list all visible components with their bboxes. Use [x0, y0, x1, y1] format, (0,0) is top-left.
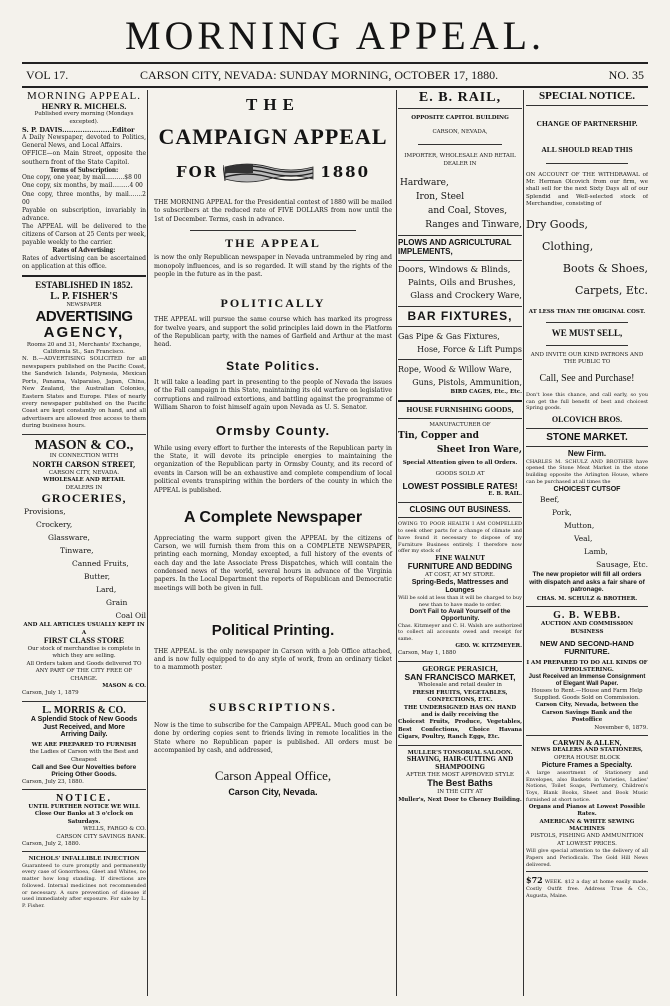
established-heading: ESTABLISHED IN 1852.: [35, 280, 133, 291]
meat-item: Beef,: [540, 495, 560, 505]
meat-item: Mutton,: [564, 521, 595, 531]
fine-walnut: FINE WALNUT: [435, 555, 485, 563]
rail-signature: E. B. RAIL.: [488, 491, 522, 498]
special-attention: Special Attention given to all Orders.: [402, 459, 518, 466]
kitzmeyer-date: Carson, May 1, 1880: [398, 650, 457, 657]
houses-line: Houses to Rent.—House and Farm Help Supplied. Goods Sold on Commission.: [531, 687, 643, 702]
mason-heading: MASON & CO.,: [34, 437, 134, 453]
dateline-text: CARSON CITY, NEVADA: SUNDAY MORNING, OCTOBER 17, 1880.: [140, 68, 499, 82]
dateline-bar: [22, 62, 648, 88]
goods-item: Canned Fruits,: [72, 559, 129, 569]
for-label: FOR: [175, 162, 219, 181]
corwin-heading: CARWIN & ALLEN,: [552, 738, 622, 748]
mason-subline: NORTH CARSON STREET,: [32, 460, 136, 470]
goods-item: Grain: [106, 598, 128, 608]
call-see-purchase: Call, See and Purchase!: [539, 372, 635, 384]
political-printing-heading: Political Printing.: [211, 622, 335, 640]
webb-date: November 6, 1879.: [594, 724, 648, 731]
hardware-item: Ranges and Tinware,: [425, 220, 522, 231]
perasich-heading: GEORGE PERASICH,: [422, 663, 498, 673]
news-dealers: NEWS DEALERS AND STATIONERS,: [531, 747, 643, 754]
plows-heading: PLOWS AND AGRICULTURAL IMPLEMENTS,: [398, 238, 512, 256]
sheet-line: Sheet Iron Ware,: [436, 444, 522, 455]
will-sell-note: Will be sold at less than it will be charged to buy new than to have made to order.: [398, 594, 522, 608]
closing-heading: CLOSING OUT BUSINESS.: [409, 504, 511, 514]
first-class-heading: FIRST CLASS STORE: [43, 636, 125, 646]
state-politics-paragraph: It will take a leading part in presenting to the people of Nevada the issues of the Fall campaign in this State, maintaining its old warfare on legislative corruptions and railroad extortions, and battling against the programme of William Sharon to foist himself again upon Nevada as U. S. Senator.: [154, 379, 392, 412]
the-heading: THE: [246, 95, 300, 114]
opposite-line: OPPOSITE CAPITOL BUILDING: [411, 115, 509, 122]
agency-note: N. B.—ADVERTISING SOLICITED for all newspapers published on the Pacific Coast, the Sandwich Islands, Polynesia, Mexican Ports, Panama, Valparaiso, Japan, China, New Zealand, the Australian Colonies, Eastern States and Europe. Files of nearly every newspaper published on the Pacific Coast are kept constantly on hand, and all advertisers are allowed free access to them during business hours.: [22, 356, 146, 430]
lowest-rates: LOWEST POSSIBLE RATES!: [402, 480, 518, 491]
meat-item: Pork,: [552, 508, 572, 518]
house-furnishing: HOUSE FURNISHING GOODS,: [406, 405, 514, 415]
morris-line: Just Received, and More: [42, 723, 126, 731]
call-line: Call and See Our Novelties before: [31, 764, 137, 772]
sf-market-heading: SAN FRANCISCO MARKET,: [404, 671, 516, 682]
morris-line: Arriving Daily.: [60, 731, 108, 739]
ormsby-paragraph: While using every effort to further the interests of the Republican party in the State, it will devote its principle energies to maintaining the organization of the Republican party in Ormsby County, and its record of events in Carson will be an exhaustive and complete compendium of local political events transpiring within the borders of the county in which the APPEAL is published.: [154, 444, 392, 494]
prepared-note: the Ladies of Carson with the Best and Cheapest: [29, 749, 139, 763]
daily-note: A Daily Newspaper, devoted to Politics, General News, and Local Affairs.: [22, 134, 146, 150]
morris-line: A Splendid Stock of New Goods: [30, 715, 138, 723]
all-should-read: ALL SHOULD READ THIS: [541, 145, 633, 155]
hardware-item: Iron, Steel: [416, 192, 465, 203]
carson-city: Carson City, Nevada.: [228, 786, 318, 797]
morris-date: Carson, July 23, 1880.: [22, 778, 84, 785]
new-firm: New Firm.: [567, 448, 607, 458]
carson-street-line: Carson City, Nevada, between the Carson Savings Bank and the Postoffice: [535, 702, 639, 724]
dont-miss-note: Don't lose this chance, and call early, so you can get the full benefit of best and choicest Spring goods.: [526, 391, 648, 412]
meat-item: Sausage, Etc.: [596, 560, 648, 570]
produce-line: FRESH FRUITS, VEGETABLES, CONFECTIONS, ETC.: [412, 689, 508, 704]
mason-subline: CARSON CITY, NEVADA.: [48, 469, 120, 476]
injection-note: Guaranteed to cure promptly and permanently every case of Gonorrhoea, Gleet and Whites, no matter how long standing. If directions are followed. Internal medicines not recommended or necessary. A sure prevention of disease if used immediately after exposure. For sale by L. P. Fisher.: [22, 862, 146, 910]
dry-goods: Dry Goods,: [526, 217, 589, 231]
saloon-heading: MULLER'S TONSORIAL SALOON.: [407, 748, 513, 756]
kitzmeyer-signature: GEO. W. KITZMEYER.: [455, 642, 522, 649]
column-4: [526, 90, 648, 996]
issue-number: NO. 35: [608, 68, 644, 82]
campaign-heading: CAMPAIGN APPEAL: [158, 123, 388, 149]
hardware-item: Hardware,: [400, 178, 449, 189]
column-rule: [523, 90, 524, 996]
dont-fail: Don't Fail to Avail Yourself of the Opportunity.: [409, 608, 511, 623]
rates-heading: Rates of Advertising:: [52, 246, 116, 255]
organs-line: Organs and Pianos at Lowest Possible Rates.: [528, 803, 646, 818]
complete-newspaper-paragraph: Appreciating the warm support given the APPEAL by the citizens of Carson, we will furnish them from this on a COMPLETE NEWSPAPER, printing each morning, Monday excepted, a full history of the events of each day and the late Associate Press Dispatches, which will contain the condensed news of the world, several hours in advance of the Virginia papers. In the Local Department the reports of Republican and Democratic meetings will both be given in full.: [154, 534, 392, 592]
for-1880-line: [150, 161, 396, 189]
pricing-line: Pricing Other Goods.: [51, 771, 117, 779]
mason-signature: MASON & CO.: [102, 683, 146, 690]
notice-line: Close Our Banks at 3 o'clock on: [34, 811, 134, 818]
first-class-note: Our stock of merchandise is complete in which they are selling.: [27, 645, 141, 660]
mason-subline: IN CONNECTION WITH: [49, 453, 119, 459]
appeal-paragraph: is now the only Republican newspaper in Nevada untrammeled by ring and monopoly influences, and is so regarded. It will stand by the rights of the people in the future as in the past.: [154, 254, 392, 278]
proprietor-note: The new propietor will fill all orders with dispatch and asks a fair share of patronage.: [529, 571, 645, 593]
injection-heading: NICHOLS' INFALLIBLE INJECTION: [28, 855, 140, 863]
notice-line: UNTIL FURTHER NOTICE WE WILL: [28, 803, 140, 810]
terms-line: One copy, six months, by mail.........4 00: [22, 182, 143, 190]
reward-ad: [526, 875, 648, 899]
owing-note: OWING TO POOR HEALTH I AM COMPELLED to seek other parts for a change of climate and have found it necessary to dispose of my Furniture Business entirely. I therefore now offer my stock of: [398, 521, 522, 555]
doors-item: Paints, Oils and Brushes,: [408, 277, 516, 288]
subscriptions-paragraph: Now is the time to subscribe for the Campaign APPEAL. Much good can be done by ordering copies sent to friends living in remote localities in the State where no Republican paper is published. All orders must be accompanied by cash, and addressed,: [154, 721, 392, 754]
column-3: [398, 90, 522, 996]
upholstering-line: I AM PREPARED TO DO ALL KINDS OF UPHOLSTERING.: [526, 659, 648, 673]
column-title: MORNING APPEAL.: [26, 90, 141, 102]
stock-note: A large assortment of Stationery and Envelopes, also Baskets in Varieties, Ladies' Notions, Toilet Soaps, Perfumery, Children's Toys, Blank Books, Sheet and Book Music furnished at short notice.: [526, 769, 648, 803]
column-1: [22, 90, 146, 996]
appeal-heading: THE APPEAL: [225, 235, 321, 250]
boots-shoes: Boots & Shoes,: [562, 261, 648, 275]
newspaper-label: NEWSPAPER: [66, 301, 102, 308]
shaving-line: SHAVING, HAIR-CUTTING AND SHAMPOOING: [406, 755, 514, 771]
column-2: [150, 90, 396, 996]
state-politics-heading: State Politics.: [226, 358, 320, 373]
rope-item: Rope, Wood & Willow Ware,: [398, 364, 512, 374]
reward-amount: $72: [526, 875, 543, 886]
terms-line: One copy, three months, by mail.......2 00: [22, 190, 146, 206]
goods-item: Lard,: [96, 585, 117, 595]
less-than-cost: AT LESS THAN THE ORIGINAL COST.: [528, 308, 646, 315]
orders-note: All Orders taken and Goods delivered TO ANY PART OF THE CITY FREE OF CHARGE.: [26, 660, 142, 682]
year-label: 1880: [320, 162, 371, 181]
prepared-line: WE ARE PREPARED TO FURNISH: [31, 741, 137, 748]
campaign-intro: THE MORNING APPEAL for the Presidential contest of 1880 will be mailed to subscribers at the reduced rate of FIVE DOLLARS from now until the 1st of December. Terms, cash in advance.: [154, 198, 392, 223]
gold-hill-note: Will give special attention to the delivery of all Papers and Periodicals. The Gold Hill News delivered.: [526, 848, 648, 868]
editor-line: S. P. DAVIS......................Editor: [22, 126, 135, 135]
clothing: Clothing,: [542, 239, 594, 253]
ormsby-heading: Ormsby County.: [215, 423, 331, 439]
wells-fargo: WELLS, FARGO & CO.: [83, 826, 146, 833]
advertising-heading: ADVERTISING: [35, 307, 133, 325]
wholesale-line: Wholesale and retail dealer in: [418, 682, 502, 689]
goods-item: Tinware,: [60, 546, 94, 556]
carpets: Carpets, Etc.: [575, 283, 648, 297]
carson-line: CARSON, NEVADA,: [432, 128, 488, 135]
choicest-line: Choicest Fruits, Produce, Vegetables, Best Confections, Choice Havana Cigars, Poultry, Ranch Eggs, Etc.: [398, 719, 522, 741]
goods-item: Provisions,: [24, 507, 66, 517]
hardware-item: and Coal, Stoves,: [428, 206, 508, 217]
agency-address: Rooms 20 and 31, Merchants' Exchange, California St., San Francisco.: [26, 341, 142, 355]
invite-line: AND INVITE OUR KIND PATRONS AND THE PUBLIC TO: [530, 352, 644, 366]
undersigned-line: THE UNDERSIGNED HAS ON HAND and is daily receiving the: [403, 704, 517, 718]
terms-line: One copy, one year, by mail..........$8 00: [22, 174, 142, 182]
tin-line: Tin, Copper and: [398, 430, 479, 441]
notice-line: Saturdays.: [67, 818, 101, 825]
best-baths: The Best Baths: [427, 778, 493, 789]
publisher-note: Published every morning (Mondays excepted).: [34, 111, 134, 125]
groceries-heading: GROCERIES,: [41, 491, 127, 506]
olcovich-signature: OLCOVICH BROS.: [551, 415, 623, 425]
politically-paragraph: THE APPEAL will pursue the same course which has marked its progress for twelve years, and support the solid principles laid down in the Platform of the Republican party, with the names of Garfield and Arthur at the mast head.: [154, 316, 392, 349]
doors-item: Doors, Windows & Blinds,: [398, 264, 511, 275]
goods-item: Glassware,: [48, 533, 90, 543]
doors-item: Glass and Crockery Ware,: [410, 290, 522, 301]
importer-line: IMPORTER, WHOLESALE AND RETAIL DEALER IN: [404, 153, 516, 167]
kitzmeyer-note: Chas. Kitzmeyer and C. H. Walsh are authorized to collect all accounts owed and receipt for same.: [398, 622, 522, 643]
gas-item: Hose, Force & Lift Pumps: [417, 344, 522, 354]
picture-frames: Picture Frames a Specialty.: [541, 762, 633, 770]
terms-heading: Terms of Subscription:: [49, 165, 119, 174]
column-rule: [147, 90, 148, 996]
complete-newspaper-heading: A Complete Newspaper: [183, 508, 363, 526]
masthead-title: MORNING APPEAL.: [124, 13, 546, 58]
must-sell: WE MUST SELL,: [551, 328, 623, 339]
political-printing-paragraph: THE APPEAL is the only newspaper in Carson with a Job Office attached, and is now fully equipped to do any style of work, from an ordinary ticket to a mammoth poster.: [154, 647, 392, 672]
appeal-office: Carson Appeal Office,: [214, 768, 332, 784]
goods-item: Coal Oil: [115, 611, 146, 621]
wall-paper-line: Just Received an Immense Consignment of Elegant Wall Paper.: [528, 674, 646, 688]
furniture-bedding: FURNITURE AND BEDDING: [407, 562, 513, 572]
goods-item: Crockery,: [36, 520, 73, 530]
notice-heading: NOTICE.: [56, 792, 112, 804]
webb-heading: G. B. WEBB.: [553, 610, 621, 622]
goods-sold: GOODS SOLD AT: [435, 471, 485, 478]
sewing-machines: AMERICAN & WHITE SEWING MACHINES: [539, 818, 635, 832]
all-articles: AND ALL ARTICLES USUALLY KEPT IN A: [23, 622, 145, 636]
delivery-note: The APPEAL will be delivered to the citizens of Carson at 25 Cents per week, payable weekly to the carrier.: [22, 222, 146, 247]
pistols-line: PISTOLS, FISHING AND AMMUNITION AT LOWEST PRICES.: [530, 833, 644, 847]
mason-date: Carson, July 1, 1879: [22, 690, 79, 697]
new-second-hand: NEW AND SECOND-HAND: [540, 639, 634, 649]
terms-line: Payable on subscription, invariably in advance.: [22, 206, 146, 222]
volume-label: VOL 17.: [26, 68, 69, 82]
carson-savings-bank: CARSON CITY SAVINGS BANK.: [56, 833, 146, 840]
office-note: OFFICE—on Main Street, opposite the southern front of the State Capitol.: [22, 150, 146, 166]
stone-market-heading: STONE MARKET.: [546, 431, 628, 443]
webb-furniture: FURNITURE.: [564, 647, 610, 657]
auction-line: AUCTION AND COMMISSION BUSINESS: [541, 621, 633, 635]
reward-text: WEEK. $12 a day at home easily made. Costly Outfit free. Address True & Co., Augusta, Maine.: [526, 879, 648, 899]
meat-item: Lamb,: [584, 547, 608, 557]
spring-beds: Spring-Beds, Mattresses and Lounges: [411, 579, 509, 595]
manufacturer-line: MANUFACTURER OF: [429, 421, 491, 428]
muller-line: Muller's, Next Door to Cheney Building.: [398, 796, 522, 803]
american-flag-icon: [223, 161, 315, 183]
morris-heading: L. MORRIS & CO.: [42, 704, 126, 716]
schulz-note: CHARLES M. SCHULZ AND BROTHER have opened the Stone Meat Market in the stone building opposite the Arlington House, where can be purchased at all times the: [526, 458, 648, 485]
publisher: HENRY R. MICHELS.: [41, 101, 127, 112]
meat-item: Veal,: [574, 534, 593, 544]
agency-heading: AGENCY,: [43, 324, 125, 342]
change-partnership: CHANGE OF PARTNERSHIP.: [536, 119, 638, 129]
bird-cages: BIRD CAGES, Etc., Etc.: [450, 388, 522, 395]
at-cost: AT COST, AT MY STORE.: [425, 572, 495, 578]
gas-item: Gas Pipe & Gas Fixtures,: [398, 331, 500, 341]
subscriptions-heading: SUBSCRIPTIONS.: [209, 699, 337, 714]
fisher-name: L. P. FISHER'S: [50, 290, 118, 302]
mason-subline: DEALERS IN: [65, 484, 103, 491]
goods-item: Butter,: [84, 572, 110, 582]
special-notice-heading: SPECIAL NOTICE.: [539, 90, 635, 102]
rates-note: Rates of advertising can be ascertained on application at this office.: [22, 254, 146, 270]
column-rule: [396, 90, 397, 996]
choicest-cuts: CHOICEST CUTSOF: [553, 485, 621, 493]
opera-house: OPERA HOUSE BLOCK: [553, 754, 621, 761]
in-city: IN THE CITY AT: [437, 789, 483, 796]
schulz-signature: CHAS. M. SCHULZ & BROTHER.: [536, 595, 638, 602]
bar-fixtures-heading: BAR FIXTURES,: [407, 308, 513, 323]
rail-heading: E. B. RAIL,: [418, 90, 502, 105]
politically-heading: POLITICALLY: [220, 296, 326, 311]
mason-subline: WHOLESALE AND RETAIL: [43, 477, 125, 484]
guns-item: Guns, Pistols, Ammunition,: [412, 377, 522, 387]
withdrawal-note: ON ACCOUNT OF THE WITHDRAWAL of Mr. Herman Olcovich from our firm, we shall sell for the next Sixty Days all of our Splendid and Well-selected stock of Merchandise, consisting of: [526, 171, 648, 208]
notice-date: Carson, July 2, 1880.: [22, 841, 81, 848]
after-line: AFTER THE MOST APPROVED STYLE: [406, 771, 514, 778]
